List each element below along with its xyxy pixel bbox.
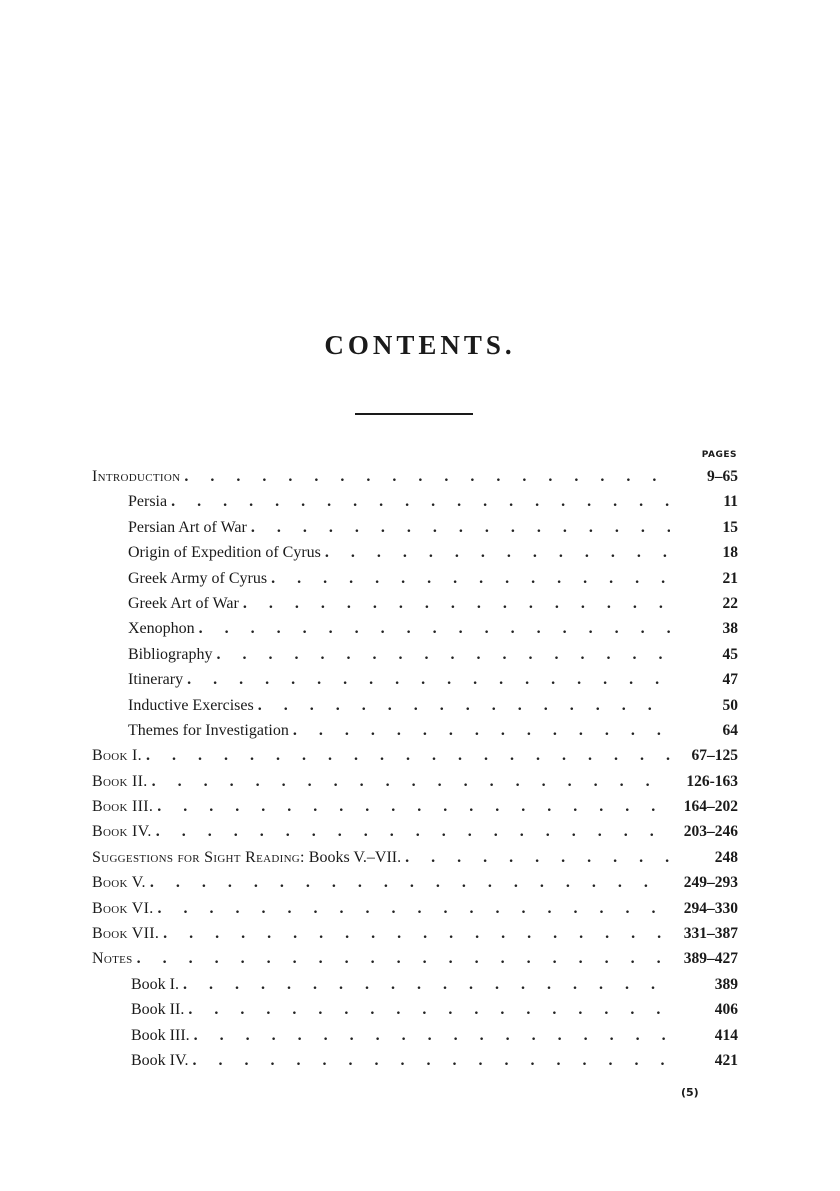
dot-leader [163,925,670,943]
toc-row-inductive-exercises[interactable] [92,697,738,722]
toc-label: Origin of Expedition of Cyrus [128,544,321,562]
toc-row-itinerary[interactable] [92,671,738,696]
title-divider [355,413,473,415]
toc-label: Greek Art of War [128,594,239,612]
toc-row-book-3[interactable] [92,798,738,823]
toc-label: Inductive Exercises [128,696,254,714]
toc-pages: 45 [722,645,738,663]
toc-row-book-1[interactable] [92,747,738,772]
toc-row-notes[interactable] [92,950,738,975]
dot-leader [158,900,671,918]
toc-pages: 294–330 [683,899,738,917]
toc-label: Book I. [131,975,179,993]
toc-row-greek-art-of-war[interactable] [92,595,738,620]
toc-pages: 406 [714,1001,738,1019]
dot-leader [137,950,670,968]
dot-leader [184,468,670,486]
toc-row-notes-book-2[interactable] [92,1001,738,1026]
toc-pages: 38 [722,620,738,638]
toc-label: Themes for Investigation [128,721,289,739]
toc-pages: 21 [722,569,738,587]
toc-pages: 22 [722,594,738,612]
toc-pages: 67–125 [691,747,738,765]
dot-leader [193,1052,671,1070]
toc-pages: 126-163 [686,772,738,790]
toc-pages: 421 [714,1051,738,1069]
toc-row-notes-book-3[interactable] [92,1027,738,1052]
dot-leader [187,671,670,689]
toc-label-suffix: Books V.–VII. [308,848,402,866]
toc-label: Notes [92,950,133,968]
toc-row-origin-of-expedition[interactable] [92,544,738,569]
toc-label: Introduction [92,468,181,485]
toc-row-persia[interactable] [92,493,738,518]
toc-pages: 64 [722,721,738,739]
toc-pages: 414 [714,1026,738,1044]
toc-pages: 249–293 [683,874,738,892]
dot-leader [171,493,670,511]
toc-row-book-7[interactable] [92,925,738,950]
page-title: CONTENTS. [324,330,516,360]
toc-label: Bibliography [128,645,213,663]
toc-pages: 331–387 [683,925,738,943]
dot-leader [271,570,670,588]
toc-label: Persian Art of War [128,518,247,536]
dot-leader [258,697,670,715]
dot-leader [188,1001,670,1019]
toc-row-notes-book-4[interactable] [92,1052,738,1077]
toc-label: Book IV. [92,823,152,841]
dot-leader [156,823,670,841]
toc-pages: 9–65 [707,468,738,485]
dot-leader [199,620,670,638]
toc-label: Greek Army of Cyrus [128,569,268,587]
pages-column-header: PAGES [701,450,737,460]
toc-label [92,849,401,867]
dot-leader [293,722,670,740]
dot-leader [251,519,670,537]
toc-label: Book VI. [92,899,154,917]
toc-row-xenophon[interactable] [92,620,738,645]
toc-pages: 18 [722,544,738,562]
toc-label: Book III. [131,1026,190,1044]
dot-leader [216,646,670,664]
toc-row-sight-reading[interactable] [92,849,738,874]
dot-leader [194,1027,670,1045]
toc-label: Book II. [92,772,148,790]
toc-row-introduction[interactable] [92,468,738,493]
dot-leader [325,544,670,562]
toc-row-greek-army-of-cyrus[interactable] [92,570,738,595]
toc-label: Persia [128,493,168,511]
toc-label-prefix: Suggestions for Sight Reading: [92,848,305,866]
dot-leader [157,798,670,816]
toc-label: Book V. [92,874,146,892]
toc-pages: 203–246 [683,823,738,841]
toc-pages: 11 [723,493,738,511]
toc-row-themes-for-investigation[interactable] [92,722,738,747]
table-of-contents [92,468,738,1077]
toc-row-book-6[interactable] [92,900,738,925]
toc-label: Book IV. [131,1051,189,1069]
toc-label: Book II. [131,1001,185,1019]
toc-pages: 389–427 [683,950,738,968]
dot-leader [150,874,670,892]
toc-pages: 47 [722,671,738,689]
dot-leader [146,747,670,765]
dot-leader [405,849,670,867]
toc-row-bibliography[interactable] [92,646,738,671]
toc-label: Book I. [92,747,142,765]
toc-row-book-4[interactable] [92,823,738,848]
toc-row-persian-art-of-war[interactable] [92,519,738,544]
toc-row-book-5[interactable] [92,874,738,899]
toc-pages: 50 [722,696,738,714]
toc-pages: 248 [714,848,738,866]
toc-row-book-2[interactable] [92,773,738,798]
dot-leader [152,773,670,791]
toc-row-notes-book-1[interactable] [92,976,738,1001]
toc-pages: 164–202 [683,798,738,816]
dot-leader [243,595,670,613]
toc-label: Xenophon [128,620,195,638]
page-number: (5) [681,1086,699,1099]
toc-pages: 15 [722,518,738,536]
toc-label: Book III. [92,798,154,816]
toc-label: Book VII. [92,925,160,943]
dot-leader [183,976,670,994]
toc-pages: 389 [714,975,738,993]
toc-label: Itinerary [128,671,184,689]
